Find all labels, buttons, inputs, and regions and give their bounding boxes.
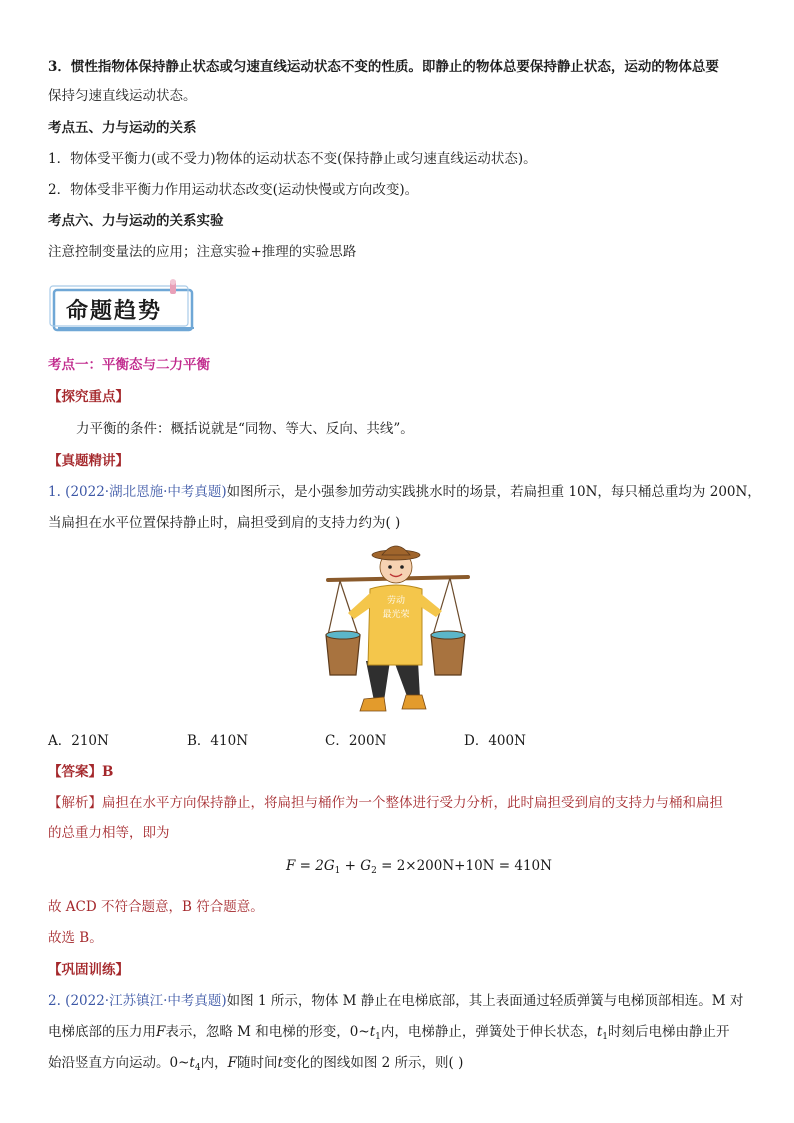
formula-mid: + G — [340, 858, 372, 874]
q2-text-b2: 表示，忽略 M 和电梯的形变，0~ — [165, 1024, 370, 1040]
knowledge-line-3b: 保持匀速直线运动状态。 — [48, 88, 197, 104]
formula-lhs: F = 2G — [286, 858, 335, 874]
q1-conclusion-b: 故选 B。 — [48, 930, 103, 946]
q2-text-c4: 变化的图线如图 2 所示，则( ) — [282, 1055, 464, 1071]
q2-var-t: t — [277, 1055, 283, 1071]
q2-line-b — [48, 1022, 730, 1047]
knowledge-line-6-1: 注意控制变量法的应用；注意实验+推理的实验思路 — [48, 244, 357, 260]
q1-line-b: 当扁担在水平位置保持静止时，扁担受到肩的支持力约为( ) — [48, 515, 401, 531]
formula-sub-2: 2 — [371, 866, 377, 876]
q2-var-t1b: t — [596, 1024, 603, 1040]
knowledge-line-3a: 3．惯性指物体保持静止状态或匀速直线运动状态不变的性质。即静止的物体总要保持静止状态，运动的物体总要 — [48, 59, 719, 75]
q2-text-c3: 随时间 — [236, 1055, 278, 1071]
focus-text: 力平衡的条件：概括说就是“同物、等大、反向、共线”。 — [76, 421, 414, 437]
q2-var-t1: t — [369, 1024, 376, 1040]
q1-line-a — [48, 482, 761, 502]
tag-focus: 【探究重点】 — [48, 389, 129, 405]
q2-var-t4: t — [189, 1055, 195, 1071]
knowledge-line-5-2: 2．物体受非平衡力作用运动状态改变(运动快慢或方向改变)。 — [48, 182, 419, 198]
q2-text-b1: 电梯底部的压力用 — [48, 1024, 156, 1040]
water-carrier-illustration — [318, 543, 478, 713]
q2-var-t1b-sub: 1 — [602, 1032, 609, 1042]
tag-consolidation: 【巩固训练】 — [48, 962, 129, 978]
trend-banner — [48, 278, 198, 336]
q1-option-b: B．410N — [187, 733, 249, 749]
shirt-text-bottom: 最光荣 — [382, 610, 410, 620]
q2-text-c1: 始沿竖直方向运动。0~ — [48, 1055, 190, 1071]
tag-real-questions: 【真题精讲】 — [48, 453, 129, 469]
banner-title: 命题趋势 — [66, 298, 163, 324]
shirt-text-top: 劳动 — [386, 596, 406, 606]
q1-answer: 【答案】B — [48, 764, 114, 780]
q2-var-t4-sub: 4 — [194, 1063, 201, 1073]
q2-text-b3: 内，电梯静止，弹簧处于伸长状态， — [380, 1024, 597, 1040]
q2-text-a: 如图 1 所示，物体 M 静止在电梯底部，其上表面通过轻质弹簧与电梯顶部相连。M 对 — [226, 993, 744, 1009]
q2-line-a — [48, 991, 743, 1011]
q1-source: 1. (2022·湖北恩施·中考真题) — [48, 484, 227, 500]
q2-text-c2: 内， — [200, 1055, 228, 1071]
q1-text-a: 如图所示，是小强参加劳动实践挑水时的场景，若扁担重 10N，每只桶总重均为 200N， — [226, 484, 761, 500]
q2-line-c — [48, 1053, 463, 1078]
q1-formula — [286, 858, 552, 876]
formula-rhs: = 2×200N+10N = 410N — [376, 858, 552, 874]
q2-var-t1-sub: 1 — [375, 1032, 381, 1042]
q2-var-f2: F — [227, 1055, 237, 1071]
section-heading-6: 考点六、力与运动的关系实验 — [48, 213, 224, 229]
q1-option-d: D．400N — [464, 733, 526, 749]
formula-sub-1: 1 — [334, 866, 341, 876]
q1-analysis-a: 【解析】扁担在水平方向保持静止，将扁担与桶作为一个整体进行受力分析，此时扁担受到肩的支持力与桶和扁担 — [48, 795, 723, 811]
q2-source: 2. (2022·江苏镇江·中考真题) — [48, 993, 227, 1009]
q2-var-f: F — [156, 1024, 166, 1040]
q1-conclusion-a: 故 ACD 不符合题意，B 符合题意。 — [48, 899, 264, 915]
q1-option-c: C．200N — [325, 733, 387, 749]
knowledge-line-5-1: 1．物体受平衡力(或不受力)物体的运动状态不变(保持静止或匀速直线运动状态)。 — [48, 151, 537, 167]
point-one-heading: 考点一：平衡态与二力平衡 — [48, 357, 210, 373]
q1-analysis-b: 的总重力相等，即为 — [48, 825, 170, 841]
q2-text-b4: 时刻后电梯由静止开 — [608, 1024, 730, 1040]
section-heading-5: 考点五、力与运动的关系 — [48, 120, 197, 136]
q1-option-a: A．210N — [48, 733, 109, 749]
